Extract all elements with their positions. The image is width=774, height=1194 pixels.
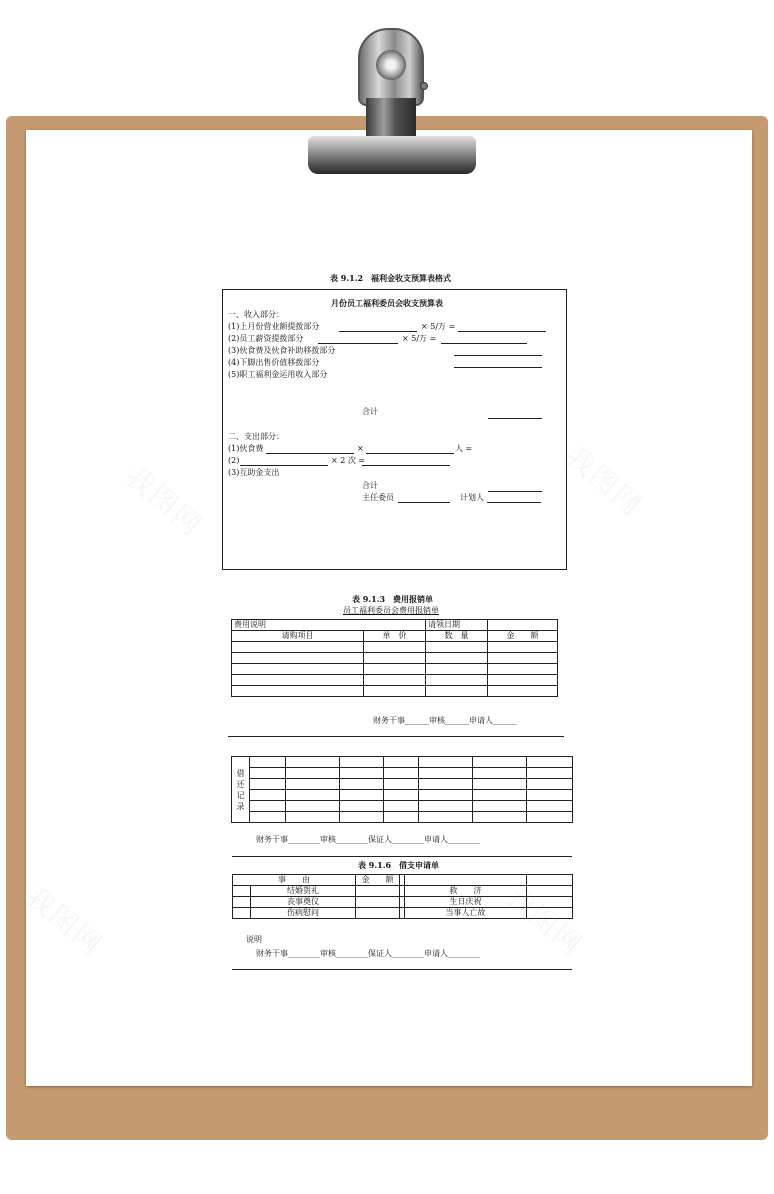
reimbursement-table: [231, 619, 558, 697]
income-line: (1)上月份营业额提拨部分: [228, 322, 320, 331]
expense-op: ×: [357, 444, 364, 453]
table-row: [232, 653, 558, 664]
watermark: 我图网: [18, 879, 110, 963]
col-header: 单 价: [364, 631, 426, 642]
reason-item: 结婚贺礼: [251, 886, 356, 897]
reason-item: 生日庆祝: [405, 897, 527, 908]
table-912-caption: 表 9.1.2 福利金收支预算表格式: [330, 273, 452, 283]
table-row: [232, 664, 558, 675]
budget-form-title: 月份员工福利委员会收支预算表: [331, 298, 443, 308]
income-line: (5)职工福利金运用收入部分: [228, 370, 328, 379]
watermark: 我图网: [498, 879, 590, 963]
expense-line: (1)伙食费: [228, 444, 264, 453]
chair-label: 主任委员: [362, 493, 394, 502]
table-row: [232, 801, 573, 812]
expense-op: × 2 次 =: [331, 456, 366, 465]
rate-label: × 5/万 =: [421, 322, 456, 331]
reason-item: 伤病慰问: [251, 908, 356, 919]
signature-line: 财务干事________审核________保证人________申请人________: [256, 949, 480, 958]
table-916-caption: 表 9.1.6 借支申请单: [358, 860, 440, 870]
table-row: [232, 686, 558, 697]
income-line: (4)下脚出售价值移拨部分: [228, 358, 320, 367]
table-row: [232, 790, 573, 801]
table-row: [232, 642, 558, 653]
note-label: 说明: [246, 935, 262, 944]
col-header: 请购项目: [232, 631, 364, 642]
income-heading: 一、收入部分：: [228, 310, 284, 319]
reason-header: 事 由: [233, 875, 356, 886]
table-row: [233, 886, 573, 897]
table-row: [233, 908, 573, 919]
record-side-label: 借 还 记 录: [232, 757, 250, 823]
expense-line: (2): [228, 456, 240, 465]
income-subtotal: 合计: [362, 407, 378, 416]
income-line: (3)伙食费及伙食补助移拨部分: [228, 346, 336, 355]
expense-op: 人 =: [455, 444, 473, 453]
expense-total: 合计: [362, 481, 378, 490]
watermark: 我图网: [558, 439, 650, 523]
amount-header: 金 额: [356, 875, 400, 886]
advance-request-table: [232, 874, 573, 919]
watermark: 我图网: [118, 459, 210, 543]
table-913-caption: 表 9.1.3 费用报销单: [352, 594, 434, 604]
repayment-record-table: [231, 756, 573, 823]
income-line: (2)员工薪资提拨部分: [228, 334, 304, 343]
expense-line: (3)互助金支出: [228, 468, 280, 477]
rate-label: × 5/万 =: [402, 334, 437, 343]
planner-label: 计划人: [460, 493, 484, 502]
signature-line: 财务干事________审核________保证人________申请人________: [256, 835, 480, 844]
reason-item: 救 济: [405, 886, 527, 897]
col-header: 金 额: [488, 631, 558, 642]
col-header: 数 量: [426, 631, 488, 642]
table-row: [232, 812, 573, 823]
table-row: [232, 779, 573, 790]
binder-clip-icon: [300, 28, 480, 178]
table-row: [232, 675, 558, 686]
table-row: [233, 897, 573, 908]
claim-date-label: 请领日期: [426, 620, 488, 631]
expense-heading: 二、支出部分：: [228, 432, 284, 441]
table-row: [232, 768, 573, 779]
reason-item: 当事人亡故: [405, 908, 527, 919]
expense-desc-label: 费用说明: [232, 620, 426, 631]
reimbursement-title: 员工福利委员会费用报销单: [343, 606, 439, 615]
reason-item: 丧事奠仪: [251, 897, 356, 908]
signature-line: 财务干事______审核______申请人______: [373, 716, 517, 725]
